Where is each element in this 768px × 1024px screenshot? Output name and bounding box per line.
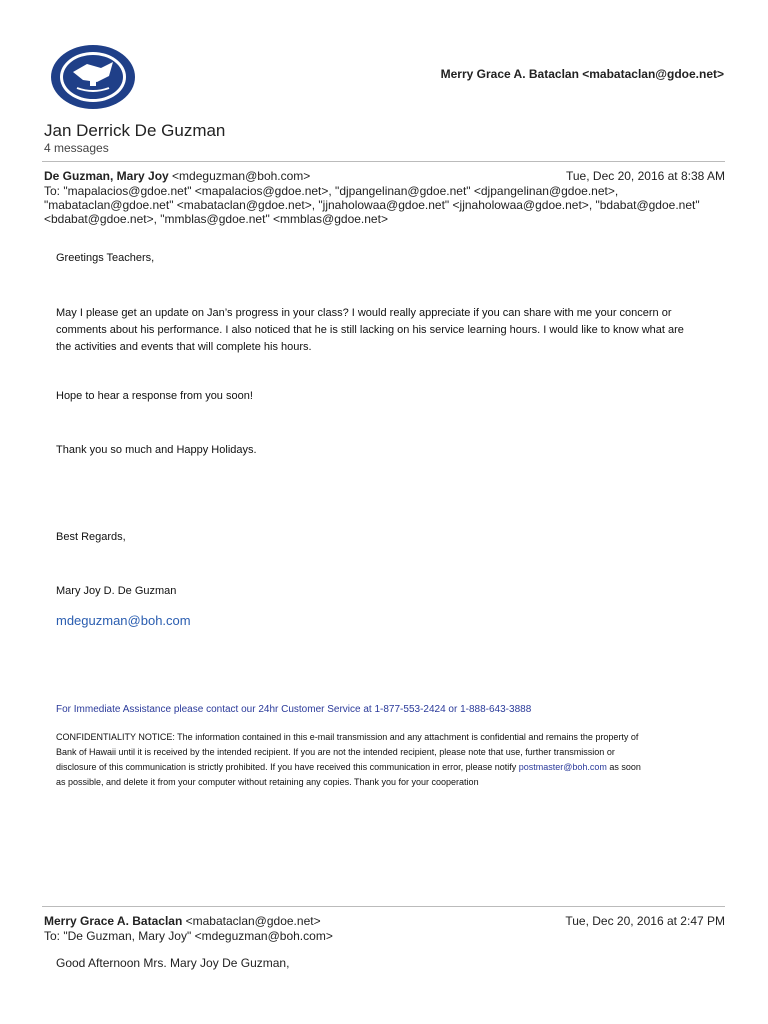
body-paragraph: Thank you so much and Happy Holidays.: [56, 444, 257, 456]
divider: [42, 161, 725, 162]
sender-email: <mdeguzman@boh.com>: [168, 169, 311, 183]
recipients-line: <bdabat@gdoe.net>, "mmblas@gdoe.net" <mmblas@gdoe.net>: [44, 212, 388, 226]
sender-email: <mabataclan@gdoe.net>: [182, 914, 321, 928]
body-paragraph: [56, 305, 716, 356]
seal-icon: [47, 42, 139, 112]
notice-line: CONFIDENTIALITY NOTICE: The information contained in this e-mail transmission and any attachment is confidential and remains the property of: [56, 732, 639, 742]
account-label: Merry Grace A. Bataclan <mabataclan@gdoe.net>: [440, 67, 724, 81]
message-date: Tue, Dec 20, 2016 at 2:47 PM: [565, 914, 725, 928]
message-date: Tue, Dec 20, 2016 at 8:38 AM: [566, 169, 725, 183]
notice-line: disclosure of this communication is strictly prohibited. If you have received this communication in error, please notify postmaster@boh.com as soon: [56, 762, 641, 772]
body-line: May I please get an update on Jan’s progress in your class? I would really appreciate if you can share with me your concern or: [56, 307, 672, 319]
customer-service-note: For Immediate Assistance please contact our 24hr Customer Service at 1-877-553-2424 or 1-888-643-3888: [56, 704, 532, 715]
recipients: [44, 184, 725, 226]
body-line: the activities and events that will complete his hours.: [56, 341, 312, 353]
postmaster-link[interactable]: postmaster@boh.com: [518, 762, 607, 772]
recipients-line: "mabataclan@gdoe.net" <mabataclan@gdoe.net>, "jjnaholowaa@gdoe.net" <jjnaholowaa@gdoe.net>, "bdabat@gdoe.net": [44, 198, 700, 212]
divider: [42, 906, 725, 907]
message-1-header: [44, 169, 725, 183]
thread-title: Jan Derrick De Guzman: [44, 121, 226, 140]
sender-name: De Guzman, Mary Joy: [44, 169, 169, 183]
notice-line: Bank of Hawaii until it is received by the intended recipient. If you are not the intended recipient, please note that use, further transmission or: [56, 747, 615, 757]
recipients-line: To: "mapalacios@gdoe.net" <mapalacios@gdoe.net>, "djpangelinan@gdoe.net" <djpangelinan@gdoe.net>,: [44, 184, 619, 198]
greeting: Greetings Teachers,: [56, 252, 155, 264]
message-2-header: [44, 914, 725, 928]
closing: Best Regards,: [56, 531, 126, 543]
signature-name: Mary Joy D. De Guzman: [56, 585, 177, 597]
recipients: To: "De Guzman, Mary Joy" <mdeguzman@boh.com>: [44, 929, 333, 943]
signature-email-link[interactable]: mdeguzman@boh.com: [56, 613, 191, 628]
message-count: 4 messages: [44, 141, 109, 155]
confidentiality-notice: [56, 730, 716, 790]
gdoe-logo: [47, 42, 139, 112]
body-line: comments about his performance. I also noticed that he is still lacking on his service learning hours. I would like to know what are: [56, 324, 684, 336]
notice-line: as possible, and delete it from your computer without retaining any copies. Thank you for your cooperation: [56, 777, 479, 787]
greeting: Good Afternoon Mrs. Mary Joy De Guzman,: [56, 956, 290, 970]
sender-name: Merry Grace A. Bataclan: [44, 914, 183, 928]
body-paragraph: Hope to hear a response from you soon!: [56, 390, 253, 402]
